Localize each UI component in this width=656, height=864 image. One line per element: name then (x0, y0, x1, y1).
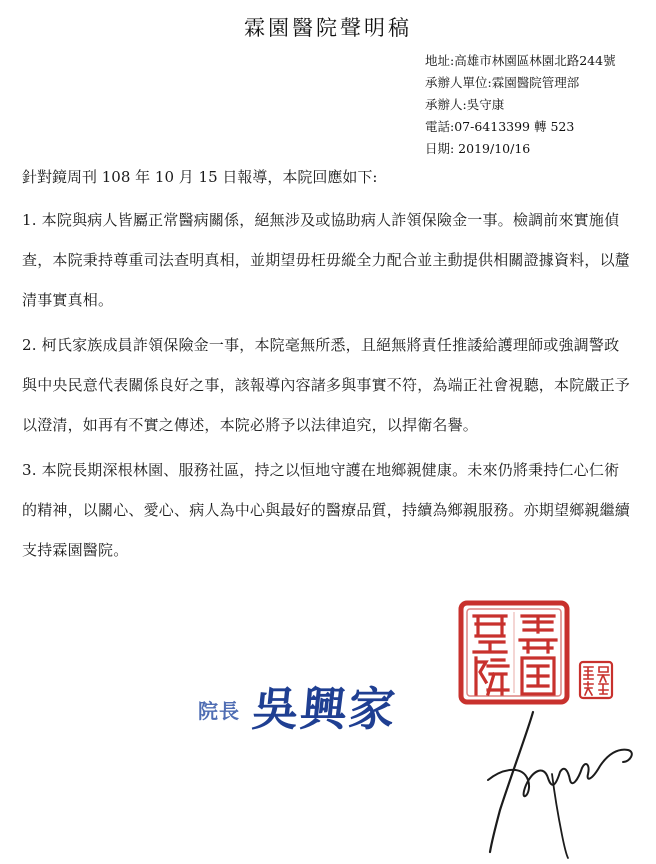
address-line: 地址:高雄市林園區林園北路244號 (425, 53, 616, 68)
paragraph-1: 1. 本院與病人皆屬正常醫病關係，絕無涉及或協助病人詐領保險金一事。檢調前來實施偵查，本院秉持尊重司法查明真相，並期望毋枉毋縱全力配合並主動提供相關證據資料，以釐清事實真相。 (22, 211, 631, 309)
president-signature-stamp (195, 673, 425, 753)
signature-title: 院長 (198, 699, 240, 723)
phone-line: 電話:07-6413399 轉 523 (425, 119, 575, 134)
metadata-block (425, 50, 653, 160)
signature-name: 吳興家 (249, 682, 400, 736)
paragraph-3: 3. 本院長期深根林園、服務社區，持之以恒地守護在地鄉親健康。未來仍將秉持仁心仁術的精神，以關心、愛心、病人為中心與最好的醫療品質，持續為鄉親服務。亦期望鄉親繼續支持霖園醫院。 (22, 461, 631, 559)
organizer-line: 承辦人:吳守康 (425, 97, 505, 112)
date-line: 日期: 2019/10/16 (425, 141, 531, 156)
personal-seal-icon (578, 660, 614, 700)
hospital-seal-icon (458, 600, 570, 705)
handwritten-signature-icon (478, 710, 648, 860)
document-title: 霖園醫院聲明稿 (244, 16, 412, 40)
organizer-unit-line: 承辦人單位:霖園醫院管理部 (425, 75, 580, 90)
intro-line: 針對鏡周刊 108 年 10 月 15 日報導，本院回應如下: (22, 168, 378, 186)
paragraph-2: 2. 柯氏家族成員詐領保險金一事，本院毫無所悉，且絕無將責任推諉給護理師或強調警政與中央民意代表關係良好之事，該報導內容諸多與事實不符，為端正社會視聽，本院嚴正予以澄清，如再有不實之傳述，本院必將予以法律追究，以捍衛名譽。 (22, 336, 631, 434)
